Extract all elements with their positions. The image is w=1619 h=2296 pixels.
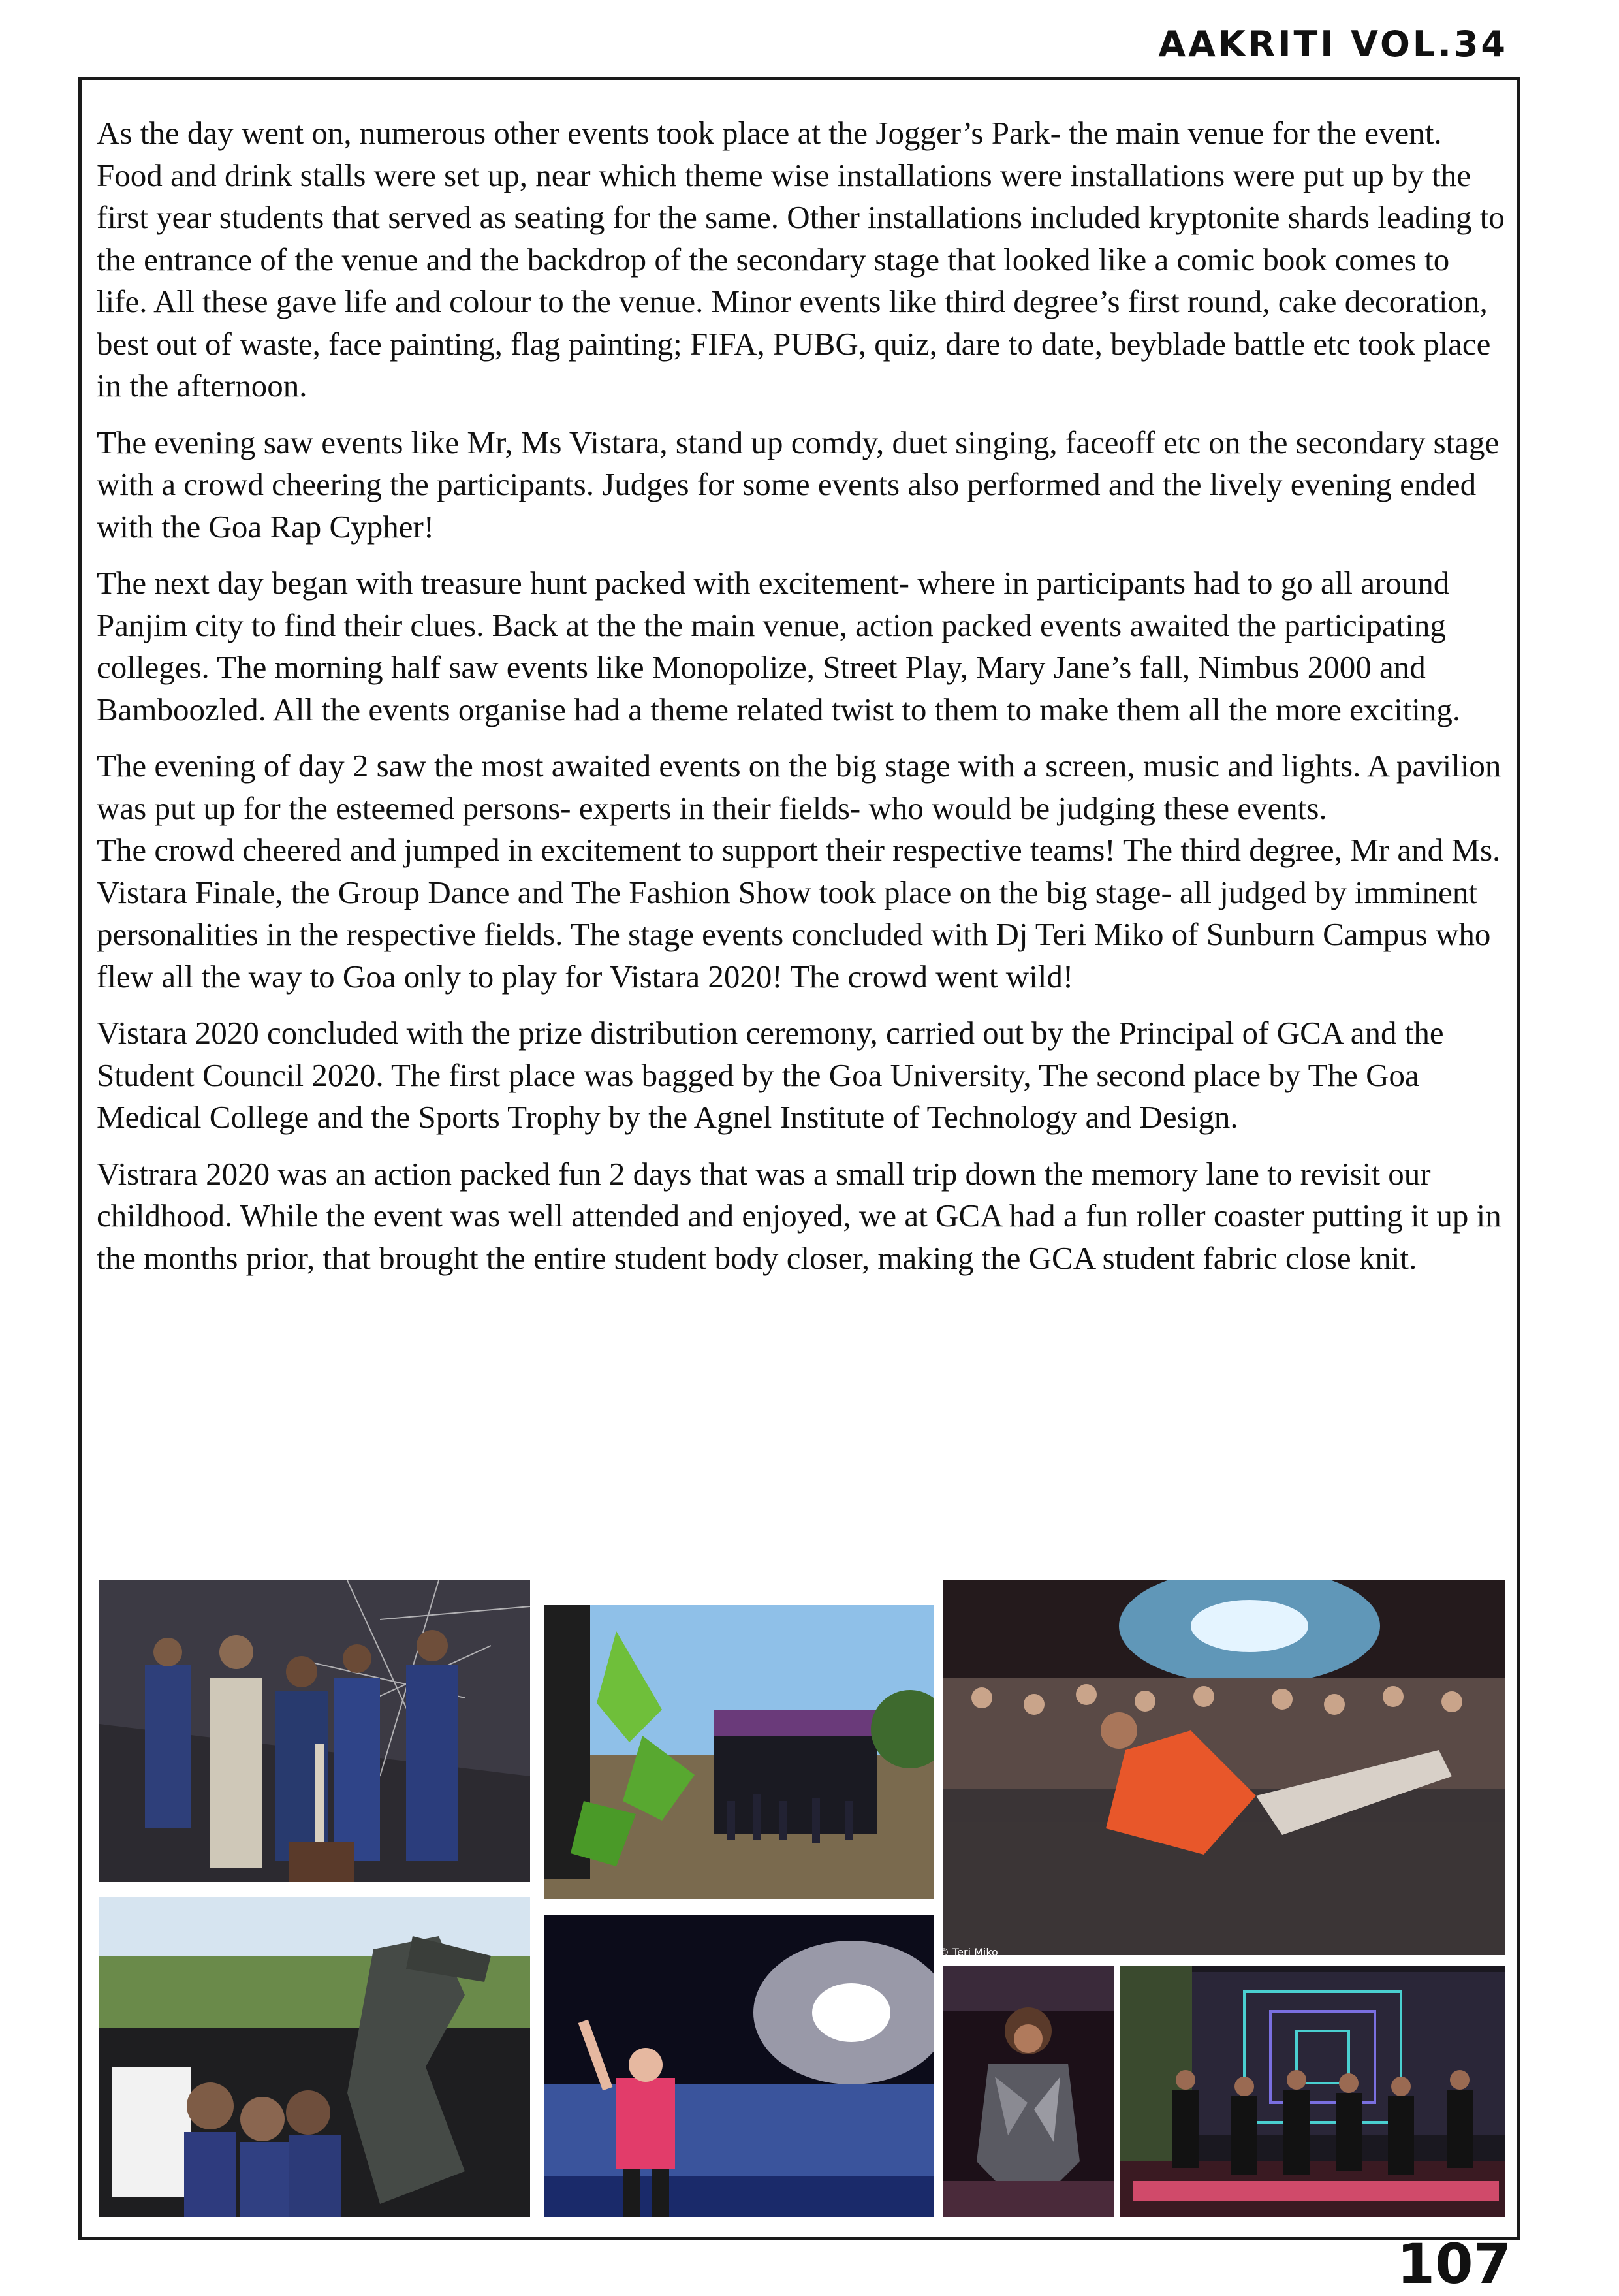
photo-group-dance (1120, 1966, 1505, 2217)
article-paragraph-3: The next day began with treasure hunt packed with excitement- where in participants had to go all around Panjim city to find their clues. Back at the the main venue, action packed events awaited the participating colleges. The morning half saw events like Monopolize, Street Play, Mary Jane’s fall, Nimbus 2000 and Bamboozled. All the events organise had a theme related twist to them to make them all the more exciting. (97, 565, 1461, 727)
article-paragraph-6: Vistara 2020 concluded with the prize distribution ceremony, carried out by the Principal of GCA and the Student Council 2020. The first place was bagged by the Goa University, The second place by The Goa Medical College and the Sports Trophy by the Agnel Institute of Technology and Design. (97, 1015, 1444, 1135)
photo-venue-installation (544, 1605, 934, 1899)
article-paragraph-2: The evening saw events like Mr, Ms Vistara, stand up comdy, duet singing, faceoff etc on the secondary stage with a crowd cheering the participants. Judges for some events also performed and the lively evening ended with the Goa Rap Cypher! (97, 424, 1500, 545)
photo-dinosaur-installation (99, 1897, 530, 2217)
photo-lamp-lighting (99, 1580, 530, 1882)
photo-fashion-show (943, 1966, 1114, 2217)
magazine-title: AAKRITI VOL.34 (1158, 24, 1508, 65)
photo-dj-performance (943, 1580, 1505, 1955)
photo-credit: © Teri Miko (939, 1946, 998, 1958)
article-paragraph-1: As the day went on, numerous other events took place at the Jogger’s Park- the main venue for the event. Food and drink stalls were set up, near which theme wise installations were installations were put up by the first year students that served as seating for the same. Other installations included kryptonite shards leading to the entrance of the venue and the backdrop of the secondary stage that looked like a comic book comes to life. All these gave life and colour to the venue. Minor events like third degree’s first round, cake decoration, best out of waste, face painting, flag painting; FIFA, PUBG, quiz, dare to date, beyblade battle etc took place in the afternoon. (97, 115, 1505, 404)
photo-night-performer (544, 1915, 934, 2217)
page-number: 107 (1396, 2232, 1511, 2296)
article-body (97, 112, 1507, 1294)
article-paragraph-5: The crowd cheered and jumped in excitement to support their respective teams! The third degree, Mr and Ms. Vistara Finale, the Group Dance and The Fashion Show took place on the big stage- all judged by imminent personalities in the respective fields. The stage events concluded with Dj Teri Miko of Sunburn Campus who flew all the way to Goa only to play for Vistara 2020! The crowd went wild! (97, 832, 1501, 995)
article-paragraph-7: Vistrara 2020 was an action packed fun 2 days that was a small trip down the memory lane to revisit our childhood. While the event was well attended and enjoyed, we at GCA had a fun roller coaster putting it up in the months prior, that brought the entire student body closer, making the GCA student fabric close knit. (97, 1155, 1501, 1276)
article-paragraph-4: The evening of day 2 saw the most awaited events on the big stage with a screen, music and lights. A pavilion was put up for the esteemed persons- experts in their fields- who would be judging these events. (97, 748, 1501, 826)
